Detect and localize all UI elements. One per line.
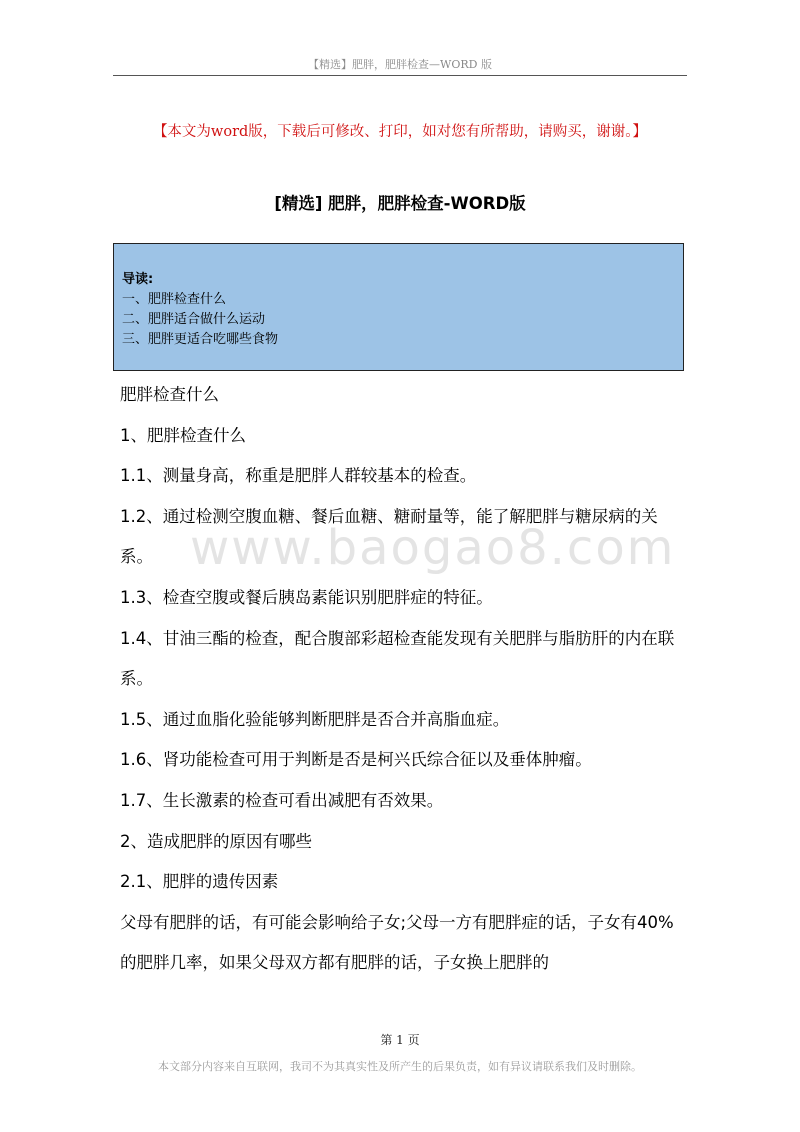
guide-item: 三、肥胖更适合吃哪些食物	[122, 332, 279, 347]
paragraph: 1.7、生长激素的检查可看出减肥有否效果。	[120, 790, 444, 810]
guide-box	[113, 243, 684, 371]
subsection-heading: 2、造成肥胖的原因有哪些	[120, 831, 312, 851]
page-number: 第 1 页	[380, 1033, 420, 1047]
paragraph: 1.1、测量身高，称重是肥胖人群较基本的检查。	[120, 466, 477, 486]
paragraph: 1.5、通过血脂化验能够判断肥胖是否合并高脂血症。	[120, 709, 510, 729]
section-heading: 肥胖检查什么	[120, 385, 219, 404]
paragraph: 1.3、检查空腹或餐后胰岛素能识别肥胖症的特征。	[120, 587, 493, 607]
guide-item: 二、肥胖适合做什么运动	[122, 312, 266, 327]
header-divider	[113, 75, 687, 76]
subsection-heading: 2.1、肥胖的遗传因素	[120, 872, 279, 892]
guide-heading: 导读:	[122, 272, 154, 287]
watermark: www.baogao8.com	[190, 520, 676, 576]
page-header: 【精选】肥胖，肥胖检查—WORD 版	[308, 58, 492, 71]
subsection-heading: 1、肥胖检查什么	[120, 425, 246, 445]
paragraph: 1.4、甘油三酯的检查，配合腹部彩超检查能发现有关肥胖与脂肪肝的内在联系。	[120, 628, 675, 689]
paragraph: 父母有肥胖的话，有可能会影响给子女;父母一方有肥胖症的话，子女有40%的肥胖几率，如果父母双方都有肥胖的话，子女换上肥胖的	[120, 912, 674, 973]
document-body	[120, 375, 685, 984]
guide-item: 一、肥胖检查什么	[122, 292, 227, 307]
purchase-notice: 【本文为word版，下载后可修改、打印，如对您有所帮助，请购买，谢谢。】	[152, 124, 648, 140]
page-footer: 本文部分内容来自互联网，我司不为其真实性及所产生的后果负责，如有异议请联系我们及时删除。	[158, 1060, 642, 1073]
document-title: [精选] 肥胖，肥胖检查-WORD版	[274, 194, 526, 213]
paragraph: 1.6、肾功能检查可用于判断是否是柯兴氏综合征以及垂体肿瘤。	[120, 750, 592, 770]
paragraph: 1.2、通过检测空腹血糖、餐后血糖、糖耐量等，能了解肥胖与糖尿病的关系。	[120, 506, 658, 567]
